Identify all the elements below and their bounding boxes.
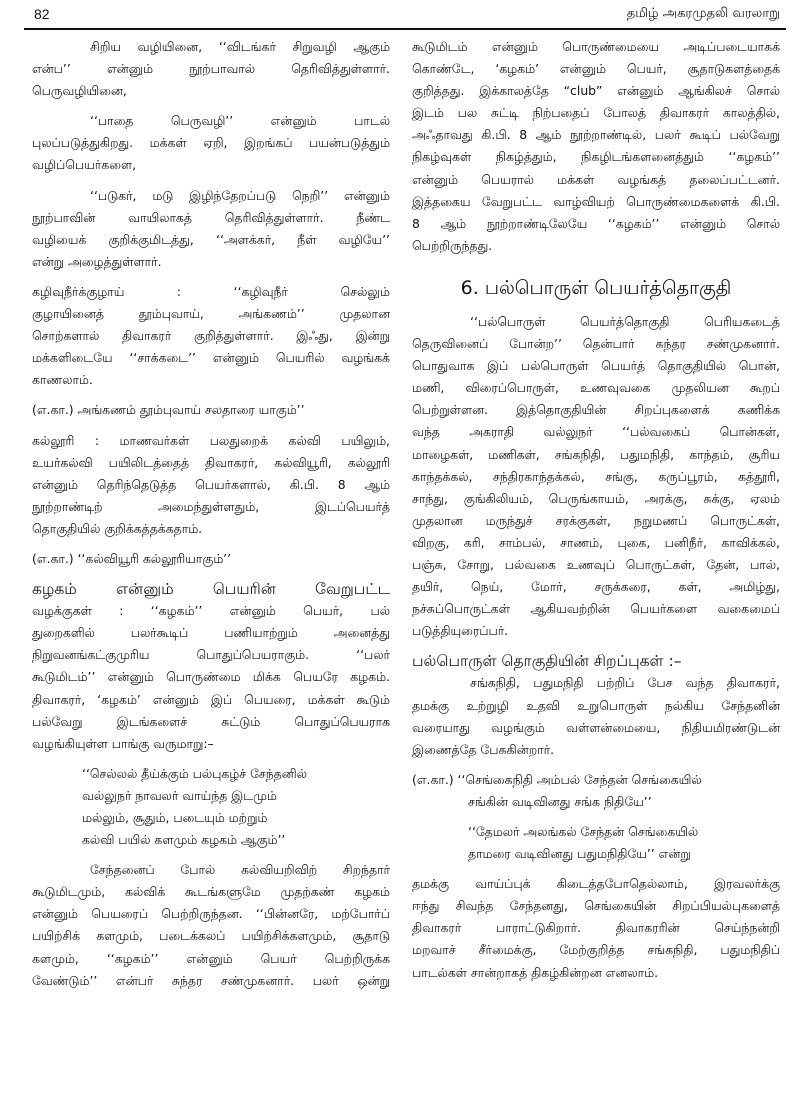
spacer: [32, 391, 390, 399]
text-line: கொண்டே, ‘கழகம்’ என்னும் பெயர், சூதாடுகளத்தைக்: [412, 61, 780, 77]
text-line: சொற்களால் திவாகரர் குறித்துள்ளார். இஃது, இன்று: [32, 328, 390, 344]
text-line: புலப்படுத்துகிறது. மக்கள் ஏறி, இறங்கப் பயன்படுத்தும்: [32, 135, 390, 151]
spacer: [32, 102, 390, 110]
text-line: பொதுவாக இப் பல்பொருள் பெயர்த் தொகுதியில் பொன்,: [412, 358, 780, 374]
text-line: தொகுதியில் குறிக்கத்தக்கதாம்.: [32, 520, 203, 536]
text-line: மக்களிடையே ‘‘சாக்கடை’’ என்னும் பெயரில் வழங்கக்: [32, 350, 390, 366]
text-line: இத்தகைய வேறுபட்ட வாழ்வியற் பொருண்மைகளைக் கி.பி.: [412, 193, 780, 209]
text-line: ஈந்து சிவந்த சேந்தனது, செங்கையின் சிறப்பியல்புகளைத்: [412, 898, 780, 914]
text-line: (எ.கா.) ‘‘கல்வியூரி கல்லூரியாகும்’’: [32, 550, 232, 566]
text-line: மல்லும், சூதும், படையும் மற்றும்: [82, 810, 268, 825]
spacer: [32, 422, 390, 430]
text-line: விறகு, கரி, சாம்பல், சாணம், புகை, பனிநீர், காவிக்கல்,: [412, 534, 780, 550]
text-line: பல்வேறு இடங்களைச் சுட்டும் பொதுப்பெயராக: [32, 713, 390, 729]
spacer: [32, 755, 390, 763]
text-line: மாழைகள், மணிகள், சங்கநிதி, பதுமநிதி, காந்தம், சூரிய: [412, 446, 780, 462]
text-line: பெற்றிருந்தது.: [412, 237, 493, 253]
text-line: வழக்குகள் : ‘‘கழகம்’’ என்னும் பெயர், பல்: [32, 603, 390, 619]
text-line: சங்கநிதி, பதுமநிதி பற்றிப் பேச வந்த திவாகரர்,: [470, 675, 780, 691]
text-line: களமும், ‘‘கழகம்’’ என்னும் பெயர் பெற்றிருக்க: [32, 950, 390, 966]
text-line: கல்லூரி : மாணவர்கள் பலதுறைக் கல்வி பயிலும்,: [32, 432, 390, 448]
spacer: [32, 851, 390, 859]
right-column: [412, 36, 780, 984]
text-line: பல்பொருள் தொகுதியின் சிறப்புகள் :–: [412, 652, 682, 671]
text-line: நிகழ்வுகள் நிகழ்த்தும், நிகழிடங்களனைத்தும் ‘‘கழகம்’’: [412, 149, 780, 165]
text-line: பெற்றுள்ளன. இத்தொகுதியின் சிறப்புகளைக் கணிக்க: [412, 402, 780, 418]
text-line: ‘‘படுகர், மடு இழிந்தேறப்படு நெறி’’ என்னும்: [90, 187, 390, 203]
text-line: வல்லுநர் நாவலர் வாய்ந்த இடமும்: [82, 787, 277, 803]
text-line: காந்தக்கல், சந்திரகாந்தக்கல், சங்கு, கருப்பூரம், கத்தூரி,: [412, 468, 780, 484]
spacer: [32, 273, 390, 281]
text-line: ‘‘பல்பொருள் பெயர்த்தொகுதி பெரியகடைத்: [470, 313, 780, 329]
text-line: என்று அழைத்துள்ளார்.: [32, 253, 162, 269]
spacer: [412, 761, 780, 769]
spacer: [412, 865, 780, 873]
spacer: [412, 642, 780, 650]
text-line: ‘‘பாதை பெருவழி’’ என்னும் பாடல்: [90, 113, 390, 129]
text-line: திவாகரர், ‘கழகம்’ என்னும் இப் பெயரை, மக்கள் கூடும்: [32, 691, 390, 707]
text-line: குழாயினைத் தூம்புவாய், அங்கணம்’’ முதலான: [32, 306, 390, 322]
text-line: முதலான மருந்துச் சரக்குகள், நறுமணப் பொருட்கள்,: [412, 512, 780, 528]
text-line: கூடுமிடம்’’ என்னும் பொருண்மை மிக்க பெயரே கழகம்.: [32, 669, 390, 685]
text-line: பெருவழியினை,: [32, 83, 127, 99]
text-line: இணைத்தே பேசுகின்றார்.: [412, 741, 555, 757]
text-line: (எ.கா.) அங்கணம் தூம்புவாய் சலதாரை யாகும்’’: [32, 402, 305, 418]
text-line: பயிற்சிக் களமும், படைக்கலப் பயிற்சிக்களமும், சூதாடு: [32, 928, 390, 944]
text-line: வழங்கியுள்ள பாங்கு வருமாறு:–: [32, 735, 214, 751]
text-line: வேண்டும்’’ என்பர் சுந்தர சண்முகனார். பலர் ஒன்று: [32, 972, 390, 988]
text-line: நச்சுப்பொருட்கள் ஆகியவற்றின் பெயர்களை வகைமைப்: [412, 601, 780, 617]
text-line: இடம் பல சுட்டி நிற்பதைப் போலத் திவாகரர் காலத்தில்,: [412, 105, 780, 121]
running-title: தமிழ் அகரமுதலி வரலாறு: [626, 6, 780, 21]
text-line: சாந்து, குங்கிலியம், பெருங்காயம், அரக்கு, சுக்கு, ஏலம்: [412, 490, 780, 506]
text-line: திவாகரர் பாராட்டுகிறார். திவாகரரின் செய்ந்நன்றி: [412, 920, 780, 936]
spacer: [32, 177, 390, 185]
text-line: 8 ஆம் நூற்றாண்டிலேயே ‘‘கழகம்’’ என்னும் சொல்: [412, 215, 780, 231]
text-line: தெருவினைப் போன்ற’’ தென்பார் சுந்தர சண்முகனார்.: [412, 336, 780, 352]
text-line: என்னும் பெயரைப் பெற்றிருந்தன. ‘‘பின்னரே, மற்போர்ப்: [32, 906, 390, 922]
text-line: துறைகளில் பலர்கூடிப் பணியாற்றும் அனைத்து: [32, 625, 390, 641]
text-line: சங்கின் வடிவினது சங்க நிதியே’’: [468, 793, 652, 809]
text-line: (எ.கா.) ‘‘செங்கைநிதி அம்பல் சேந்தன் செங்கையில்: [412, 771, 702, 787]
text-line: நூற்பாவின் வாயிலாகத் தெரிவித்துள்ளார். நீண்ட: [32, 209, 390, 225]
text-line: வழியைக் குறிக்குமிடத்து, ‘‘அளக்கர், நீள் வழியே’’: [32, 231, 390, 247]
text-line: சிறிய வழியினை, ‘‘விடங்கர் சிறுவழி ஆகும்: [90, 39, 390, 54]
text-line: மணி, விரைப்பொருள், உணவுவகை முதலியன கூறப்: [412, 380, 780, 396]
text-line: கூடுமிடம் என்னும் பொருண்மையை அடிப்படையாகக்: [412, 39, 780, 54]
text-line: என்ப’’ என்னும் நூற்பாவால் தெரிவித்துள்ளார்.: [32, 61, 390, 77]
text-line: குறித்தது. இக்காலத்தே “club” என்னும் ஆங்கிலச் சொல்: [412, 83, 780, 99]
text-line: வந்த அகராதி வல்லுநர் ‘‘பல்வகைப் பொன்கள்,: [412, 424, 780, 440]
text-line: தமக்கு வாய்ப்புக் கிடைத்தபோதெல்லாம், இரவலர்க்கு: [412, 876, 780, 892]
text-line: தாமரை வடிவினது பதுமநிதியே’’ என்று: [468, 846, 691, 862]
text-line: கூடுமிடமும், கல்விக் கூடங்களுமே முதற்கண் கழகம்: [32, 884, 390, 900]
text-line: மறவாச் சீர்மைக்கு, மேற்குறித்த சங்கநிதி, பதுமநிதிப்: [412, 942, 780, 958]
text-line: ‘‘செல்லல் தீய்க்கும் பல்புகழ்ச் சேந்தனில்: [82, 765, 307, 781]
text-line: அஃதாவது கி.பி. 8 ஆம் நூற்றாண்டில், பலர் கூடிப் பல்வேறு: [412, 127, 780, 143]
page-number: 82: [34, 6, 50, 22]
text-line: வரையாது வழங்கும் வள்ளன்மையை, நிதியமிரண்டுடன்: [412, 719, 780, 735]
section-heading: 6. பல்பொருள் பெயர்த்தொகுதி: [460, 276, 732, 299]
text-line: தமக்கு உற்றுழி உதவி உறுபொருள் நல்கிய சேந்தனின்: [412, 697, 780, 713]
text-line: நிறுவனங்கட்குமுரிய பொதுப்பெயராகும். ‘‘பலர்: [32, 647, 390, 663]
text-line: படுத்தியுரைப்பர்.: [412, 623, 509, 639]
text-line: என்னும் பெயரால் மக்கள் வழங்கத் தலைப்பட்டனர்.: [412, 171, 780, 187]
left-column: [32, 36, 390, 992]
text-line: கழகம் என்னும் பெயரின் வேறுபட்ட: [32, 580, 390, 599]
text-line: பஞ்சு, சோறு, பல்வகை உணவுப் பொருட்கள், தேன், பால்,: [412, 556, 780, 572]
text-line: வழிப்பெயர்களை,: [32, 157, 137, 173]
spacer: [412, 813, 780, 821]
text-line: நூற்றாண்டிற் அமைந்துள்ளதும், இடப்பெயர்த்: [32, 498, 390, 514]
page-header: [24, 0, 786, 30]
text-line: காணலாம்.: [32, 372, 93, 388]
text-line: கழிவுநீர்க்குழாய் : ‘‘கழிவுநீர் செல்லும்: [32, 283, 390, 299]
spacer: [32, 540, 390, 548]
text-line: தயிர், நெய், மோர், சருக்கரை, கள், அமிழ்து,: [412, 579, 780, 595]
text-line: உயர்கல்வி பயிலிடத்தைத் திவாகரர், கல்வியூரி, கல்லூரி: [32, 454, 390, 470]
text-line: என்னும் தெரிந்தெடுத்த பெயர்களால், கி.பி. 8 ஆம்: [32, 476, 390, 492]
spacer: [32, 570, 390, 578]
text-line: சேந்தனைப் போல் கல்வியறிவிற் சிறந்தார்: [90, 862, 390, 878]
text-line: கல்வி பயில் களமும் கழகம் ஆகும்’’: [82, 832, 286, 848]
text-line: பாடல்கள் சான்றாகத் திகழ்கின்றன எனலாம்.: [412, 964, 659, 980]
text-line: ‘‘தேமலர் அலங்கல் சேந்தன் செங்கையில்: [468, 824, 699, 839]
spacer: [412, 257, 780, 265]
